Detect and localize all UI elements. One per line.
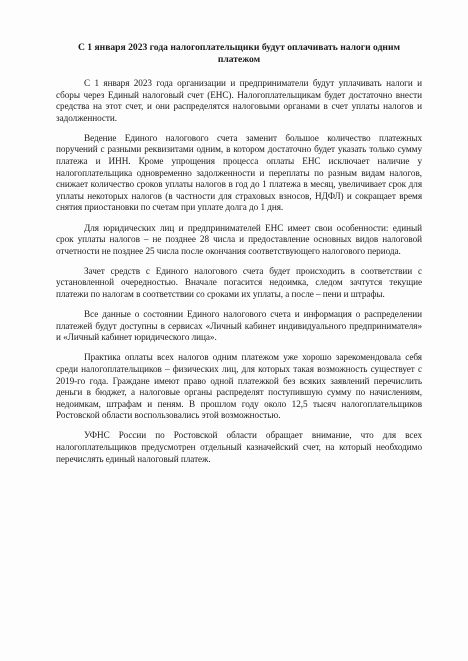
document-title: С 1 января 2023 года налогоплательщики будут оплачивать налоги одним платежом: [77, 42, 401, 65]
paragraph-3: Для юридических лиц и предпринимателей ЕНС имеет свои особенности: единый срок уплаты налогов – не позднее 28 числа и предоставление основных видов налоговой отчетности не позднее 25 числа после окончания соответствующего налогового периода.: [56, 222, 422, 256]
paragraph-4: Зачет средств с Единого налогового счета будет происходить в соответствии с установленной очередностью. Вначале погасится недоимка, следом зачтутся текущие платежи по налогам в соответствии со сроками их уплаты, а после – пени и штрафы.: [56, 265, 422, 299]
paragraph-6: Практика оплаты всех налогов одним платежом уже хорошо зарекомендовала себя среди налогоплательщиков – физических лиц, для которых такая возможность существует с 2019-го года. Граждане имеют право одной платежкой без всяких заявлений перечислить деньги в бюджет, а налоговые органы распределят поступившую сумму по начислениям, недоимкам, штрафам и пеням. В прошлом году около 12,5 тысяч налогоплательщиков Ростовской области воспользовались этой возможностью.: [56, 352, 422, 421]
paragraph-1: С 1 января 2023 года организации и предприниматели будут уплачивать налоги и сборы через Единый налоговый счет (ЕНС). Налогоплательщикам будет достаточно внести средства на этот счет, и они распределятся налоговыми органами в счет уплаты налогов и задолженности.: [56, 78, 422, 123]
paragraph-7: УФНС России по Ростовской области обращает внимание, что для всех налогоплательщиков предусмотрен отдельный казначейский счет, на который необходимо перечислять единый налоговый платеж.: [56, 430, 422, 464]
paragraph-5: Все данные о состоянии Единого налогового счета и информация о распределении платежей будут доступны в сервисах «Личный кабинет индивидуального предпринимателя» и «Личный кабинет юридического лица».: [56, 309, 422, 343]
paragraph-2: Ведение Единого налогового счета заменит большое количество платежных поручений с разными реквизитами одним, в котором достаточно будет указать только сумму платежа и ИНН. Кроме упрощения процесса оплаты ЕНС исключает наличие у налогоплательщика одновременно задолженности и переплаты по разным видам налогов, снижает количество сроков уплаты налогов в год до 1 платежа в месяц, увеличивает срок для уплаты некоторых налогов (в частности для страховых взносов, НДФЛ) и сокращает время снятия приостановки по счетам при уплате долга до 1 дня.: [56, 132, 422, 213]
document-body: [56, 42, 422, 474]
